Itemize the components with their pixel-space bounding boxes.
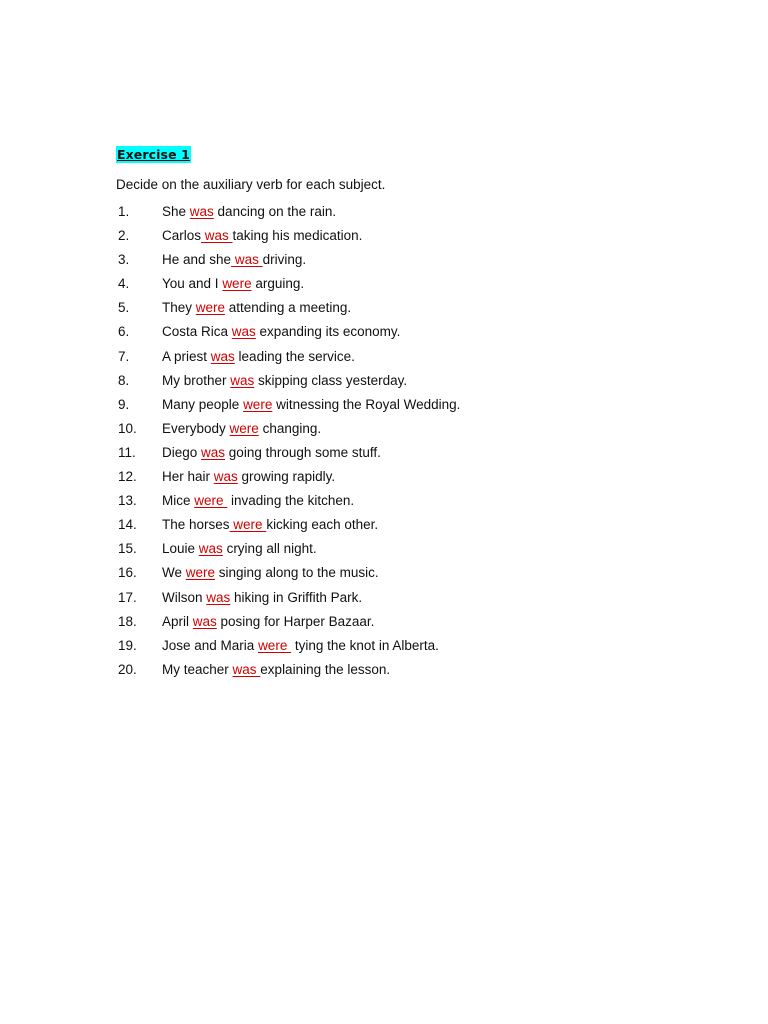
answer-blank: were	[222, 276, 252, 292]
answer-blank: was	[231, 252, 263, 268]
exercise-item	[0, 492, 768, 516]
item-number: 15.	[118, 541, 137, 557]
answer-blank: was	[198, 541, 223, 557]
sentence-predicate: changing.	[258, 420, 322, 436]
sentence-subject: April	[162, 613, 193, 629]
sentence-predicate: hiking in Griffith Park.	[230, 589, 363, 605]
sentence-predicate: attending a meeting.	[225, 300, 352, 316]
item-number: 3.	[118, 252, 130, 268]
sentence-predicate: driving.	[262, 252, 307, 268]
sentence-subject: Wilson	[162, 589, 207, 605]
exercise-item	[0, 299, 768, 323]
exercise-item	[0, 444, 768, 468]
answer-blank: were	[185, 565, 216, 581]
item-number: 16.	[118, 565, 137, 581]
item-sentence	[162, 275, 304, 293]
exercise-item	[0, 323, 768, 347]
exercise-item	[0, 564, 768, 588]
item-number: 12.	[118, 469, 137, 485]
item-number: 20.	[118, 661, 137, 677]
item-number: 2.	[118, 228, 130, 244]
sentence-subject: My teacher	[162, 661, 233, 677]
answer-blank: were	[229, 517, 267, 533]
answer-blank: was	[192, 613, 217, 629]
sentence-subject: My brother	[162, 372, 231, 388]
exercise-item	[0, 203, 768, 227]
item-sentence	[162, 323, 400, 341]
sentence-predicate: growing rapidly.	[237, 469, 336, 485]
sentence-subject: A priest	[162, 348, 211, 364]
item-sentence	[162, 372, 407, 390]
item-number: 1.	[118, 204, 130, 219]
answer-blank: were	[195, 300, 226, 316]
sentence-predicate: tying the knot in Alberta.	[291, 637, 439, 653]
item-sentence	[162, 299, 351, 317]
exercise-item	[0, 372, 768, 396]
item-sentence	[162, 251, 306, 269]
sentence-subject: Everybody	[162, 420, 230, 436]
exercise-item	[0, 540, 768, 564]
sentence-subject: Costa Rica	[162, 324, 232, 340]
item-number: 5.	[118, 300, 130, 316]
sentence-subject: The horses	[162, 517, 230, 533]
item-number: 19.	[118, 637, 137, 653]
sentence-subject: They	[162, 300, 196, 316]
item-number: 13.	[118, 493, 137, 509]
sentence-subject: She	[162, 204, 190, 219]
sentence-predicate: leading the service.	[234, 348, 355, 364]
exercise-instruction: Decide on the auxiliary verb for each subject.	[116, 177, 386, 192]
item-sentence	[162, 516, 378, 534]
sentence-subject: Jose and Maria	[162, 637, 259, 653]
sentence-subject: We	[162, 565, 186, 581]
answer-blank: was	[210, 348, 235, 364]
sentence-predicate: going through some stuff.	[225, 444, 381, 460]
sentence-predicate: arguing.	[251, 276, 305, 292]
item-sentence	[162, 492, 354, 510]
exercise-item	[0, 227, 768, 251]
sentence-predicate: dancing on the rain.	[213, 204, 337, 219]
sentence-subject: Louie	[162, 541, 199, 557]
item-sentence	[162, 540, 317, 558]
exercise-item	[0, 396, 768, 420]
exercise-item	[0, 613, 768, 637]
item-sentence	[162, 661, 390, 679]
item-number: 8.	[118, 372, 130, 388]
exercise-item	[0, 589, 768, 613]
answer-blank: was	[213, 469, 238, 485]
item-sentence	[162, 637, 439, 655]
item-sentence	[162, 203, 336, 221]
answer-blank: were	[258, 637, 292, 653]
item-number: 18.	[118, 613, 137, 629]
exercise-item	[0, 661, 768, 685]
sentence-subject: Many people	[162, 396, 244, 412]
sentence-predicate: invading the kitchen.	[227, 493, 355, 509]
item-number: 9.	[118, 396, 130, 412]
sentence-predicate: posing for Harper Bazaar.	[216, 613, 375, 629]
exercise-item	[0, 637, 768, 661]
answer-blank: were	[243, 396, 273, 412]
item-number: 14.	[118, 517, 137, 533]
sentence-predicate: skipping class yesterday.	[254, 372, 408, 388]
sentence-predicate: kicking each other.	[266, 517, 379, 533]
answer-blank: were	[229, 420, 259, 436]
sentence-subject: Diego	[162, 444, 202, 460]
item-sentence	[162, 444, 381, 462]
sentence-subject: Mice	[162, 493, 195, 509]
sentence-subject: Her hair	[162, 469, 214, 485]
sentence-predicate: taking his medication.	[232, 228, 363, 244]
item-number: 10.	[118, 420, 137, 436]
item-sentence	[162, 348, 355, 366]
sentence-predicate: crying all night.	[222, 541, 317, 557]
exercise-item	[0, 251, 768, 275]
answer-blank: was	[189, 204, 214, 219]
item-sentence	[162, 227, 362, 245]
exercise-item	[0, 348, 768, 372]
item-sentence	[162, 564, 379, 582]
item-number: 6.	[118, 324, 130, 340]
exercise-item	[0, 468, 768, 492]
item-sentence	[162, 613, 374, 631]
sentence-predicate: explaining the lesson.	[260, 661, 391, 677]
sentence-predicate: witnessing the Royal Wedding.	[272, 396, 461, 412]
item-sentence	[162, 589, 362, 607]
exercise-item	[0, 420, 768, 444]
exercise-item	[0, 516, 768, 540]
answer-blank: was	[201, 228, 233, 244]
item-number: 17.	[118, 589, 137, 605]
answer-blank: were	[194, 493, 228, 509]
item-number: 11.	[118, 444, 136, 460]
exercise-list	[0, 203, 768, 685]
exercise-title: Exercise 1	[117, 147, 190, 162]
answer-blank: was	[206, 589, 231, 605]
sentence-subject: Carlos	[162, 228, 202, 244]
answer-blank: was	[230, 372, 255, 388]
answer-blank: was	[201, 444, 226, 460]
sentence-subject: He and she	[162, 252, 232, 268]
exercise-item	[0, 275, 768, 299]
item-number: 4.	[118, 276, 130, 292]
item-number: 7.	[118, 348, 130, 364]
sentence-subject: You and I	[162, 276, 223, 292]
item-sentence	[162, 420, 321, 438]
item-sentence	[162, 468, 335, 486]
sentence-predicate: singing along to the music.	[215, 565, 379, 581]
sentence-predicate: expanding its economy.	[255, 324, 401, 340]
answer-blank: was	[231, 324, 256, 340]
item-sentence	[162, 396, 460, 414]
answer-blank: was	[232, 661, 261, 677]
